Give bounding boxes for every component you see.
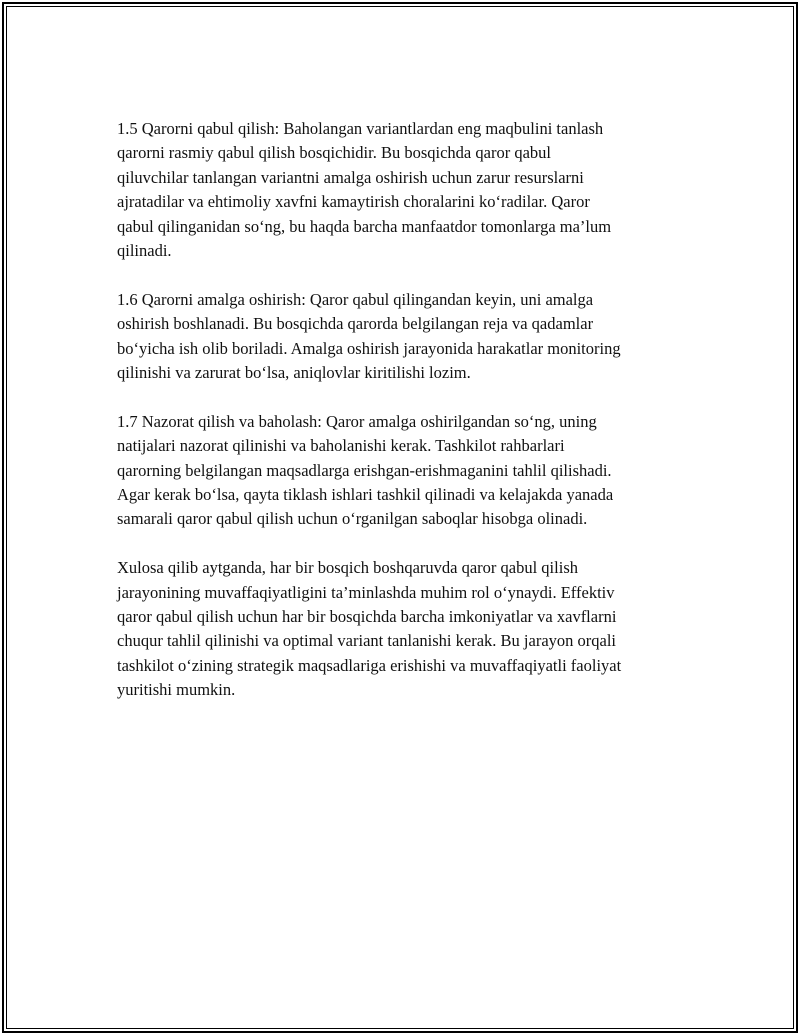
paragraph-conclusion: Xulosa qilib aytganda, har bir bosqich boshqaruvda qaror qabul qilish jarayonining muvaffaqiyatligini ta’minlashda muhim rol o‘ynaydi. Effektiv qaror qabul qilish uchun har bir bosqichda barcha imkoniyatlar va xavflarni chuqur tahlil qilinishi va optimal variant tanlanishi kerak. Bu jarayon orqali tashkilot o‘zining strategik maqsadlariga erishishi va muvaffaqiyatli faoliyat yuritishi mumkin. <box>117 558 622 700</box>
paragraph-decision-making: 1.5 Qarorni qabul qilish: Baholangan variantlardan eng maqbulini tanlash qarorni rasmiy qabul qilish bosqichidir. Bu bosqichda qaror qabul qiluvchilar tanlangan variantni amalga oshirish uchun zarur resurslarni ajratadilar va ehtimoliy xavfni kamaytirish choralarini ko‘radilar. Qaror qabul qilinganidan so‘ng, bu haqda barcha manfaatdor tomonlarga ma’lum qilinadi. <box>117 119 612 261</box>
paragraph-implementation: 1.6 Qarorni amalga oshirish: Qaror qabul qilingandan keyin, uni amalga oshirish boshlanadi. Bu bosqichda qarorda belgilangan reja va qadamlar bo‘yicha ish olib boriladi. Amalga oshirish jarayonida harakatlar monitoring qilinishi va zarurat bo‘lsa, aniqlovlar kiritilishi lozim. <box>117 289 621 383</box>
document-body <box>117 117 687 727</box>
paragraph-control-evaluation: 1.7 Nazorat qilish va baholash: Qaror amalga oshirilgandan so‘ng, uning natijalari nazorat qilinishi va baholanishi kerak. Tashkilot rahbarlari qarorning belgilangan maqsadlarga erishgan-erishmaganini tahlil qilishadi. Agar kerak bo‘lsa, qayta tiklash ishlari tashkil qilinadi va kelajakda yanada samarali qaror qabul qilish uchun o‘rganilgan saboqlar hisobga olinadi. <box>117 411 614 529</box>
